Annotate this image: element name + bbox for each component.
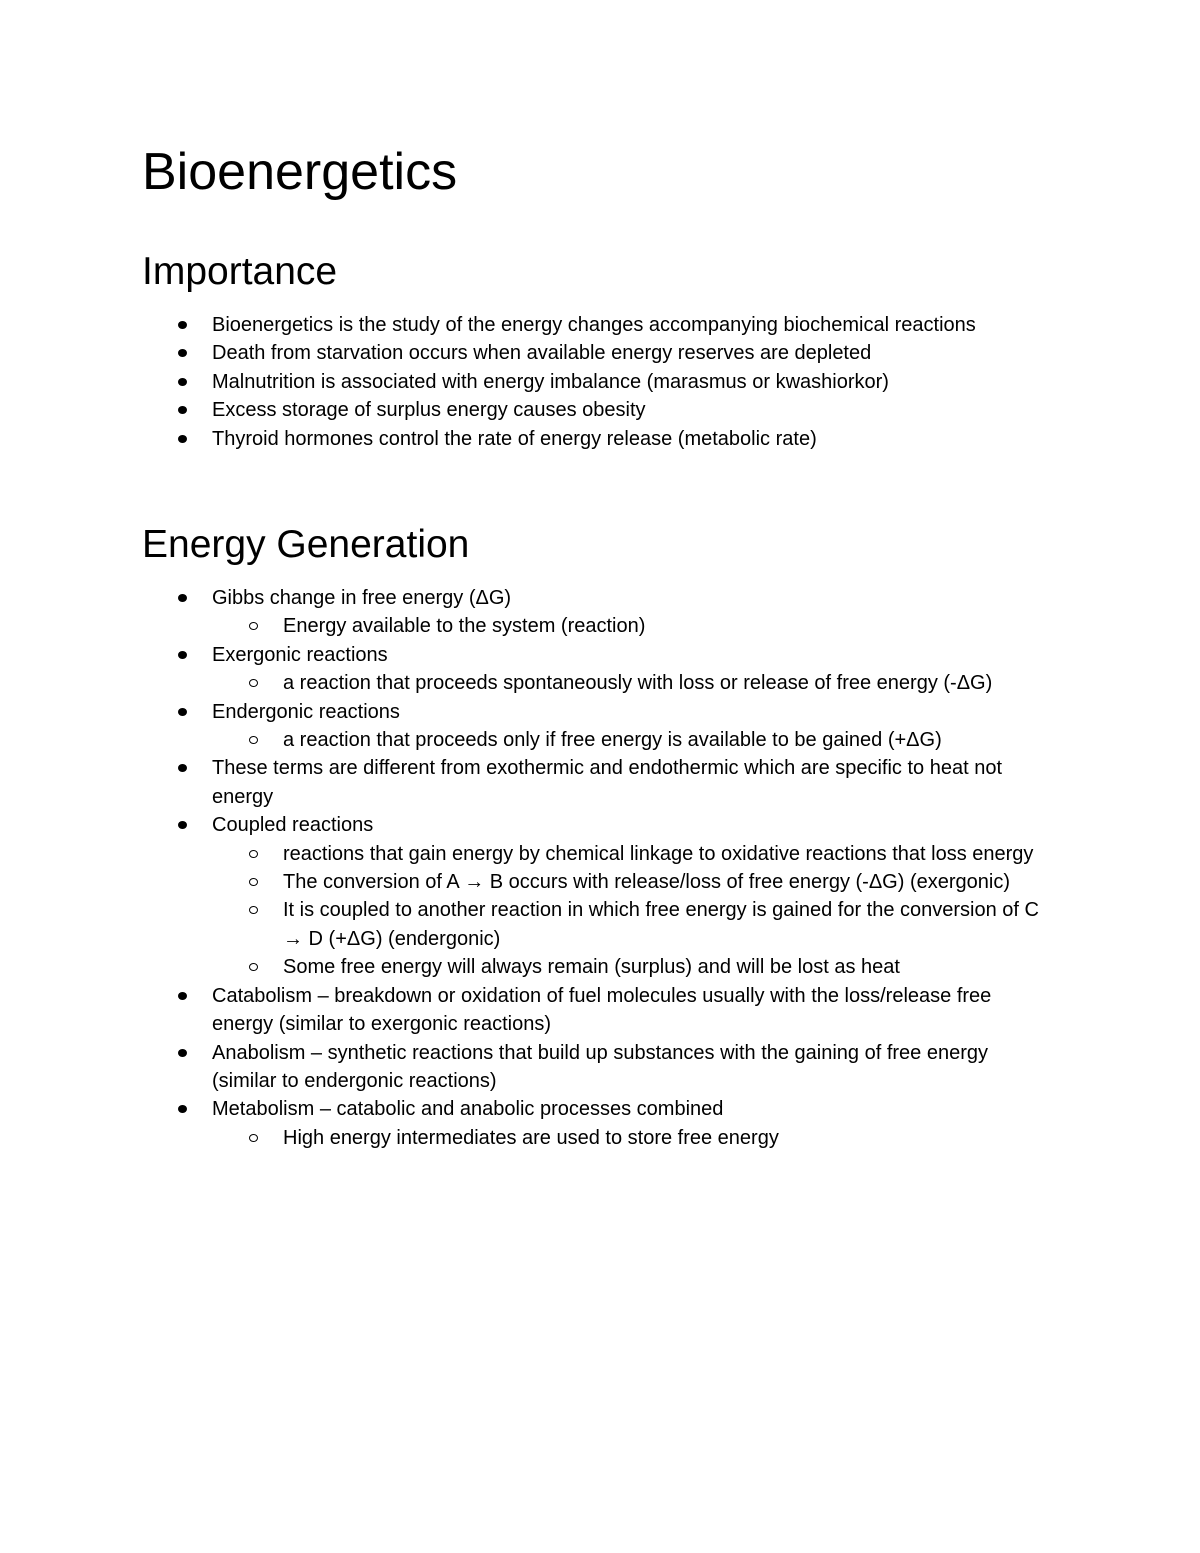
sub-list-item-text: High energy intermediates are used to store free energy (283, 1126, 779, 1149)
list-item-text: Metabolism – catabolic and anabolic processes combined (212, 1098, 724, 1121)
energy-generation-list (0, 584, 1200, 1152)
filled-bullet-icon (178, 311, 190, 339)
list-item (0, 1095, 1052, 1123)
section-heading-importance: Importance (142, 250, 338, 293)
hollow-bullet-icon (249, 726, 261, 754)
sub-list-item (0, 669, 1055, 697)
filled-bullet-icon (178, 396, 190, 424)
sub-list-item (0, 953, 1055, 981)
sub-list-item-text: Some free energy will always remain (surplus) and will be lost as heat (283, 956, 900, 979)
sub-list-item-text: a reaction that proceeds spontaneously with loss or release of free energy (-ΔG) (283, 672, 993, 695)
list-item-text: Excess storage of surplus energy causes obesity (212, 399, 646, 422)
hollow-bullet-icon (249, 840, 261, 868)
sub-list-item (0, 896, 1055, 953)
filled-bullet-icon (178, 982, 190, 1010)
list-item (0, 754, 1052, 811)
list-item (0, 982, 1052, 1039)
list-item (0, 339, 1052, 367)
sub-list-item (0, 612, 1055, 640)
list-item-text: Coupled reactions (212, 814, 374, 837)
filled-bullet-icon (178, 754, 190, 782)
filled-bullet-icon (178, 425, 190, 453)
hollow-bullet-icon (249, 953, 261, 981)
hollow-bullet-icon (249, 669, 261, 697)
list-item-text: Catabolism – breakdown or oxidation of fuel molecules usually with the loss/release free energy (similar to exergonic reactions) (212, 984, 992, 1036)
list-item-text: Thyroid hormones control the rate of energy release (metabolic rate) (212, 427, 817, 450)
filled-bullet-icon (178, 368, 190, 396)
list-item-text: Exergonic reactions (212, 643, 388, 666)
sub-list-item-text: It is coupled to another reaction in which free energy is gained for the conversion of C → D (+ΔG) (endergonic) (283, 899, 1039, 950)
list-item (0, 584, 1052, 612)
filled-bullet-icon (178, 339, 190, 367)
sub-list-item (0, 726, 1055, 754)
list-item-text: Malnutrition is associated with energy imbalance (marasmus or kwashiorkor) (212, 370, 889, 393)
list-item-text: These terms are different from exothermic and endothermic which are specific to heat not energy (212, 757, 1003, 808)
list-item-text: Gibbs change in free energy (ΔG) (212, 587, 512, 609)
list-item (0, 425, 1052, 453)
list-item (0, 1039, 1052, 1096)
hollow-bullet-icon (249, 896, 261, 924)
sub-list-item (0, 868, 1055, 896)
hollow-bullet-icon (249, 868, 261, 896)
sub-list-item (0, 840, 1055, 868)
list-item-text: Anabolism – synthetic reactions that build up substances with the gaining of free energy (similar to endergonic reactions) (212, 1041, 989, 1092)
list-item (0, 396, 1052, 424)
list-item (0, 811, 1052, 839)
list-item-text: Bioenergetics is the study of the energy changes accompanying biochemical reactions (212, 314, 976, 336)
sub-list-item-text: Energy available to the system (reaction) (283, 615, 646, 638)
section-heading-energy-generation: Energy Generation (142, 523, 470, 566)
sub-list-item-text: reactions that gain energy by chemical linkage to oxidative reactions that loss energy (283, 842, 1034, 865)
list-item (0, 311, 1052, 339)
importance-list (0, 311, 1200, 453)
list-item (0, 698, 1052, 726)
list-item-text: Endergonic reactions (212, 700, 400, 723)
sub-list-item-text: The conversion of A → B occurs with release/loss of free energy (-ΔG) (exergonic) (283, 871, 1010, 894)
sub-list-item (0, 1124, 1055, 1152)
hollow-bullet-icon (249, 1124, 261, 1152)
filled-bullet-icon (178, 584, 190, 612)
list-item (0, 368, 1052, 396)
document-title: Bioenergetics (142, 143, 458, 201)
filled-bullet-icon (178, 698, 190, 726)
sub-list-item-text: a reaction that proceeds only if free energy is available to be gained (+ΔG) (283, 729, 942, 752)
list-item (0, 641, 1052, 669)
hollow-bullet-icon (249, 612, 261, 640)
filled-bullet-icon (178, 1039, 190, 1067)
list-item-text: Death from starvation occurs when available energy reserves are depleted (212, 342, 872, 365)
filled-bullet-icon (178, 811, 190, 839)
filled-bullet-icon (178, 641, 190, 669)
filled-bullet-icon (178, 1095, 190, 1123)
